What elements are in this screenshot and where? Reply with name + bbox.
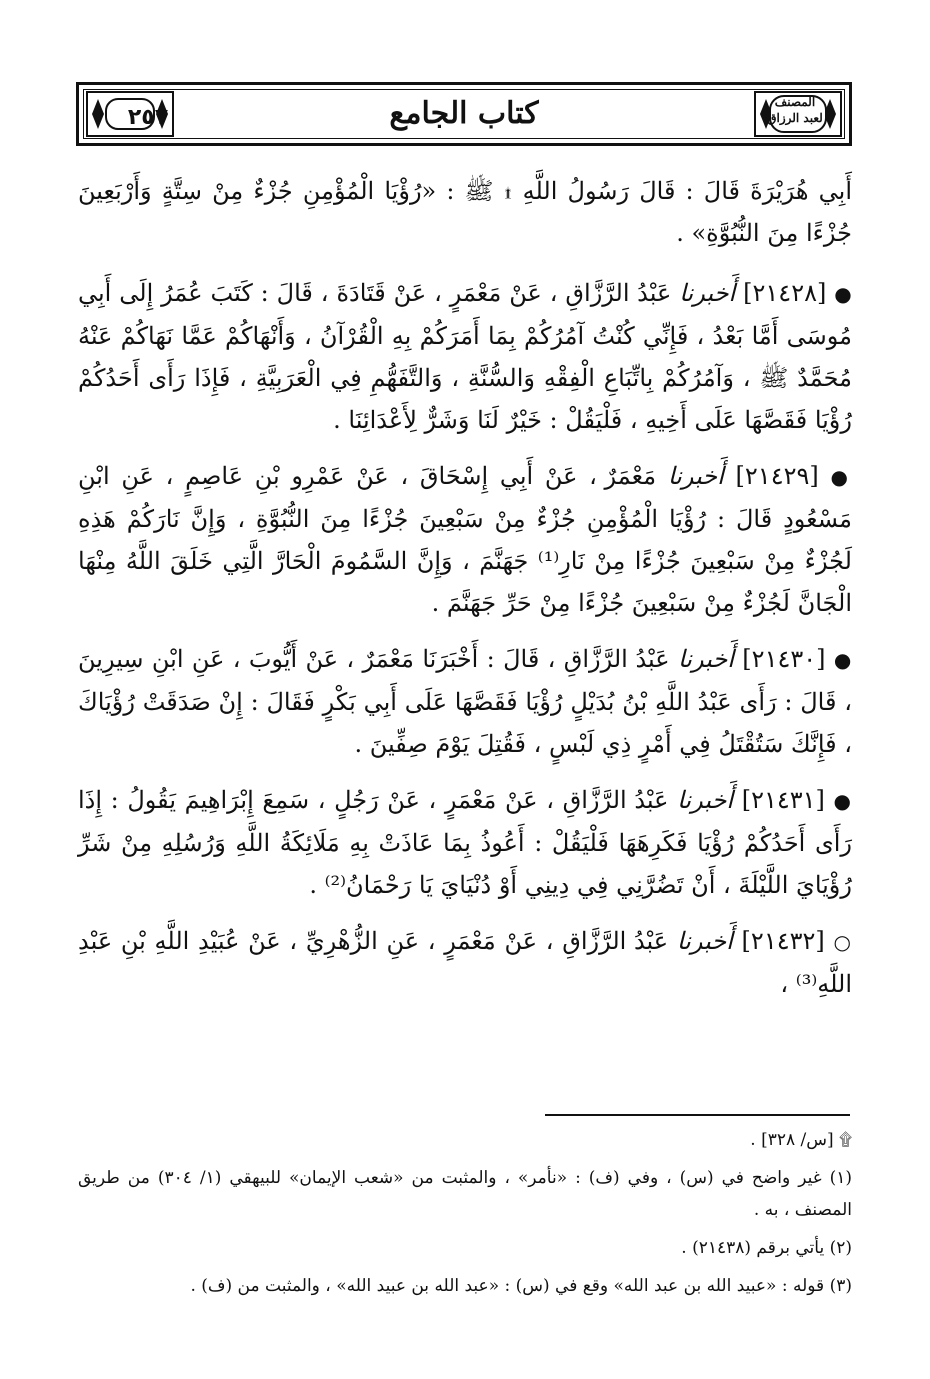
ikhbar-word: أَخبرنا (667, 462, 724, 490)
seal-line-2: لعبد الرزاق (767, 111, 823, 125)
hadith-text: عَبْدُ الرَّزَّاقِ ، عَنْ مَعْمَرٍ ، عَنْ قَتَادَةَ ، قَالَ : كَتَبَ عُمَرُ إِلَى أَبِي مُوسَى أَمَّا بَعْدُ ، فَإِنِّي كُنْتُ آمُرُكُمْ بِمَا أَمَرَكُمْ بِهِ الْقُرْآنُ ، وَأَنْهَاكُمْ عَمَّا نَهَاكُمْ عَنْهُ مُحَمَّدٌ ﷺ ، وَآمُرُكُمْ بِاتِّبَاعِ الْفِقْهِ وَالسُّنَّةِ ، وَالتَّفَهُّمِ فِي الْعَرَبِيَّةِ ، فَإِذَا رَأَى أَحَدُكُمْ رُؤْيَا فَقَصَّهَا عَلَى أَخِيهِ ، فَلْيَقُلْ : خَيْرٌ لَنَا وَشَرٌّ لِأَعْدَائِنَا . (78, 279, 853, 434)
hadith-number: [٢١٤٢٩] (735, 462, 819, 490)
page-header (76, 82, 852, 146)
paragraph-text: أَبِي هُرَيْرَةَ قَالَ : قَالَ رَسُولُ اللَّهِ ۩ ﷺ : «رُؤْيَا الْمُؤْمِنِ جُزْءٌ مِنْ سِتَّةٍ وَأَرْبَعِينَ جُزْءًا مِنَ النُّبُوَّةِ» . (78, 177, 852, 247)
hadith-21431 (78, 779, 852, 906)
footnote-3: (٣) قوله : «عبيد الله بن عبد الله» وقع في (س) : «عبد الله بن عبيد الله» ، والمثبت من (ف) . (190, 1276, 852, 1296)
footnote-manuscript-ref: ۩ [س/ ٣٢٨] . (750, 1130, 852, 1150)
hadith-text: عَبْدُ الرَّزَّاقِ ، عَنْ مَعْمَرٍ ، عَنْ رَجُلٍ ، سَمِعَ إِبْرَاهِيمَ يَقُولُ : إِذَا رَأَى أَحَدُكُمْ رُؤْيَا فَكَرِهَهَا فَلْيَقُلْ : أَعُوذُ بِمَا عَاذَتْ بِهِ مَلَائِكَةُ اللَّهِ وَرُسُلِهِ مِنْ شَرِّ رُؤْيَايَ اللَّيْلَةَ ، أَنْ تَضُرَّنِي فِي دِينِي أَوْ دُنْيَايَ يَا رَحْمَانُ⁽²⁾ . (78, 786, 852, 899)
footnote-1: (١) غير واضح في (س) ، وفي (ف) : «نأمر» ، والمثبت من «شعب الإيمان» للبيهقي (١/ ٣٠٤) من طريق المصنف ، به . (78, 1168, 852, 1220)
paragraph-continuation (78, 170, 852, 254)
footnote-divider (545, 1114, 850, 1116)
hadith-bullet: ● (833, 648, 852, 672)
hadith-bullet: ● (830, 465, 852, 489)
page-number: ٢٥٧ (127, 105, 169, 130)
footnote-2: (٢) يأتي برقم (٢١٤٣٨) . (681, 1238, 852, 1258)
hadith-text: عَبْدُ الرَّزَّاقِ ، عَنْ مَعْمَرٍ ، عَنِ الزُّهْرِيِّ ، عَنْ عُبَيْدِ اللَّهِ بْنِ عَبْدِ اللَّهِ⁽³⁾ ، (78, 927, 852, 998)
hadith-bullet: ● (834, 282, 852, 306)
hadith-21429 (78, 455, 852, 624)
main-text (78, 170, 852, 1019)
hadith-number: [٢١٤٣١] (741, 786, 825, 814)
book-title: كتاب الجامع (389, 96, 539, 131)
hadith-number: [٢١٤٢٨] (743, 279, 827, 307)
ikhbar-word: أَخبرنا (677, 645, 734, 673)
hadith-bullet: ● (833, 789, 852, 813)
seal-line-1: المصنف (774, 95, 816, 109)
ikhbar-word: أَخبرنا (676, 927, 733, 955)
hadith-21428 (78, 272, 852, 441)
hadith-21430 (78, 638, 852, 765)
hadith-21432 (78, 920, 852, 1005)
hadith-bullet: ○ (833, 930, 852, 954)
hadith-number: [٢١٤٣٠] (742, 645, 826, 673)
hadith-text: مَعْمَرٌ ، عَنْ أَبِي إِسْحَاقَ ، عَنْ عَمْرِو بْنِ عَاصِمٍ ، عَنِ ابْنِ مَسْعُودٍ قَالَ : رُؤْيَا الْمُؤْمِنِ جُزْءٌ مِنْ سَبْعِينَ جُزْءًا مِنَ النُّبُوَّةِ ، وَإِنَّ نَارَكُمْ هَذِهِ لَجُزْءٌ مِنْ سَبْعِينَ جُزْءًا مِنْ نَارِ⁽¹⁾ جَهَنَّمَ ، وَإِنَّ السَّمُومَ الْحَارَّ الَّتِي خَلَقَ اللَّهُ مِنْهَا الْجَانَّ لَجُزْءٌ مِنْ سَبْعِينَ جُزْءًا مِنْ حَرِّ جَهَنَّمَ . (78, 462, 852, 617)
book-seal (758, 94, 832, 134)
hadith-number: [٢١٤٣٢] (741, 927, 825, 955)
ikhbar-word: أَخبرنا (679, 279, 736, 307)
hadith-text: عَبْدُ الرَّزَّاقِ ، قَالَ : أَخْبَرَنَا مَعْمَرٌ ، عَنْ أَيُّوبَ ، عَنِ ابْنِ سِيرِينَ ، قَالَ : رَأَى عَبْدُ اللَّهِ بْنُ بُدَيْلٍ رُؤْيَا فَقَصَّهَا عَلَى أَبِي بَكْرٍ فَقَالَ : إِنْ صَدَقَتْ رُؤْيَاكَ ، فَإِنَّكَ سَتُقْتَلُ فِي أَمْرٍ ذِي لَبْسٍ ، فَقُتِلَ يَوْمَ صِفِّينَ . (78, 645, 852, 758)
footnotes (78, 1124, 852, 1308)
ikhbar-word: أَخبرنا (677, 786, 734, 814)
